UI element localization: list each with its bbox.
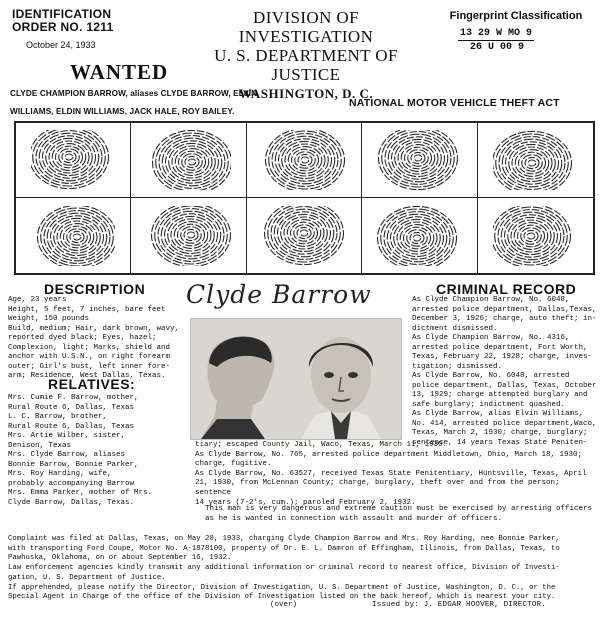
issued-by: Issued by: J. EDGAR HOOVER, DIRECTOR. xyxy=(372,601,546,609)
fingerprint-classification-title: Fingerprint Classification xyxy=(449,10,583,22)
fingerprint-ridges xyxy=(147,206,231,266)
fingerprint-classification-code xyxy=(458,27,534,54)
fingerprint-ridges xyxy=(31,206,115,266)
description-heading: DESCRIPTION xyxy=(44,281,146,297)
fingerprint-image xyxy=(247,198,362,273)
wanted-names xyxy=(10,85,310,121)
fingerprint-ridges xyxy=(262,206,346,266)
fingerprint-ridges xyxy=(377,206,461,266)
fingerprint-ridges xyxy=(31,130,115,190)
fingerprint-ridges xyxy=(493,206,577,266)
criminal-record-heading: CRIMINAL RECORD xyxy=(436,281,577,297)
wanted-heading: WANTED xyxy=(70,60,169,84)
names-line-2: WILLIAMS, ELDIN WILLIAMS, JACK HALE, ROY BAILEY. xyxy=(10,107,235,116)
fingerprint-image xyxy=(16,123,131,198)
danger-notice: This man is very dangerous and extreme caution must be exercised by arresting officers as he is wanted in connection with assault and murder of officers. xyxy=(205,505,593,523)
department-city: WASHINGTON, D. C. xyxy=(238,86,374,101)
mugshot-photo xyxy=(190,318,402,440)
fingerprint-ridges xyxy=(262,130,346,190)
description-body: Age, 23 years Height, 5 feet, 7 inches, bare feet Weight, 150 pounds Build, medium; Hair, dark brown, wavy, reported dyed black; Eyes, hazel; Complexion, light; Marks, shield and anchor with U.S.N., on right forearm outer; Girl's bust, left inner fore- arm; Residence, West Dallas, Texas. xyxy=(8,296,180,380)
act-title: NATIONAL MOTOR VEHICLE THEFT ACT xyxy=(349,97,560,109)
identification-order-title xyxy=(12,8,114,34)
identification-label: IDENTIFICATION xyxy=(12,7,112,21)
signature: Clyde Barrow xyxy=(186,280,372,309)
fingerprint-code-denominator: 26 U 00 9 xyxy=(470,42,525,53)
over-note: (over) xyxy=(270,601,298,609)
fingerprint-image xyxy=(16,198,131,273)
fingerprint-code-numerator: 13 29 W MO 9 xyxy=(460,28,533,39)
relatives-body: Mrs. Cumie F. Barrow, mother, Rural Route 6, Dallas, Texas L. C. Barrow, brother, Rural Route 6, Dallas, Texas Mrs. Artie Wilber, sister, Denison, Texas Mrs. Clyde Barrow, aliases Bonnie Barrow, Bonnie Parker, Mrs. Roy Harding, wife, probably accompanying Barrow Mrs. Emma Parker, mother of Mrs. Clyde Barrow, Dallas, Texas. xyxy=(8,394,153,507)
fingerprint-image xyxy=(131,123,246,198)
relatives-heading: RELATIVES: xyxy=(48,376,136,392)
complaint-text: Complaint was filed at Dallas, Texas, on May 20, 1933, charging Clyde Champion Barrow and Mrs. Roy Harding, nee Bonnie Parker, with transporting Ford Coupe, Motor No. A-1878100, property of Dr. E. L. Damron of Effingham, Illinois, from Dallas, Texas, to Pawhuska, Oklahoma, on or about September 16, 1932. Law enforcement agencies kindly transmit any additional information or criminal record to nearest office, Division of Investi- gation, U. S. Department of Justice. If apprehended, please notify the Director, Division of Investigation, U. S. Department of Justice, Washington, D. C., or the Special Agent in Charge of the office of the Division of Investigation listed on the back hereof, which is nearest your city. xyxy=(8,535,560,602)
department-name: U. S. DEPARTMENT OF JUSTICE xyxy=(214,46,398,84)
fingerprint-image xyxy=(362,123,477,198)
criminal-record-body: As Clyde Champion Barrow, No. 6048, arrested police department, Dallas,Texas, December 3, 1926; charge, auto theft; in- dictment dismissed. As Clyde Champion Barrow, No. 4316, arrested police department, Fort Worth, Texas, February 22, 1928; charge, inves- tigation; dismissed. As Clyde Barrow, No. 6048, arrested police department, Dallas, Texas, October 13, 1929; charge attempted burglary and safe burglary; indictment quashed. As Clyde Barrow, alias Elvin Williams, No. 414, arrested police department,Waco, Texas, March 2, 1930; charge, burglary; sentence, 14 years Texas State Peniten- xyxy=(412,296,597,447)
criminal-record-continued: tiary; escaped County Jail, Waco, Texas, March 11, 1930. As Clyde Barrow, No. 765, arrested police department Middletown, Ohio, March 18, 1930; charge, fugitive. As Clyde Barrow, No. 63527, received Texas State Penitentiary, Huntsville, Texas, April 21, 1930, from McLennan County; charge, burglary, theft over and from the person; sentence 14 years (7-2's, cum.); paroled February 2, 1932. xyxy=(195,441,587,507)
fingerprint-ridges xyxy=(147,130,231,190)
order-date: October 24, 1933 xyxy=(26,40,96,50)
order-number: ORDER NO. 1211 xyxy=(12,20,114,34)
names-line-1: CLYDE CHAMPION BARROW, aliases CLYDE BARROW, ELVIN xyxy=(10,89,258,98)
division-name: DIVISION OF INVESTIGATION xyxy=(238,8,374,46)
fingerprint-ridges xyxy=(493,130,577,190)
fingerprint-image xyxy=(131,198,246,273)
fingerprint-image xyxy=(247,123,362,198)
fingerprint-image xyxy=(478,123,593,198)
fingerprint-grid xyxy=(14,121,595,275)
fingerprint-image xyxy=(478,198,593,273)
fingerprint-ridges xyxy=(377,130,461,190)
fingerprint-image xyxy=(362,198,477,273)
